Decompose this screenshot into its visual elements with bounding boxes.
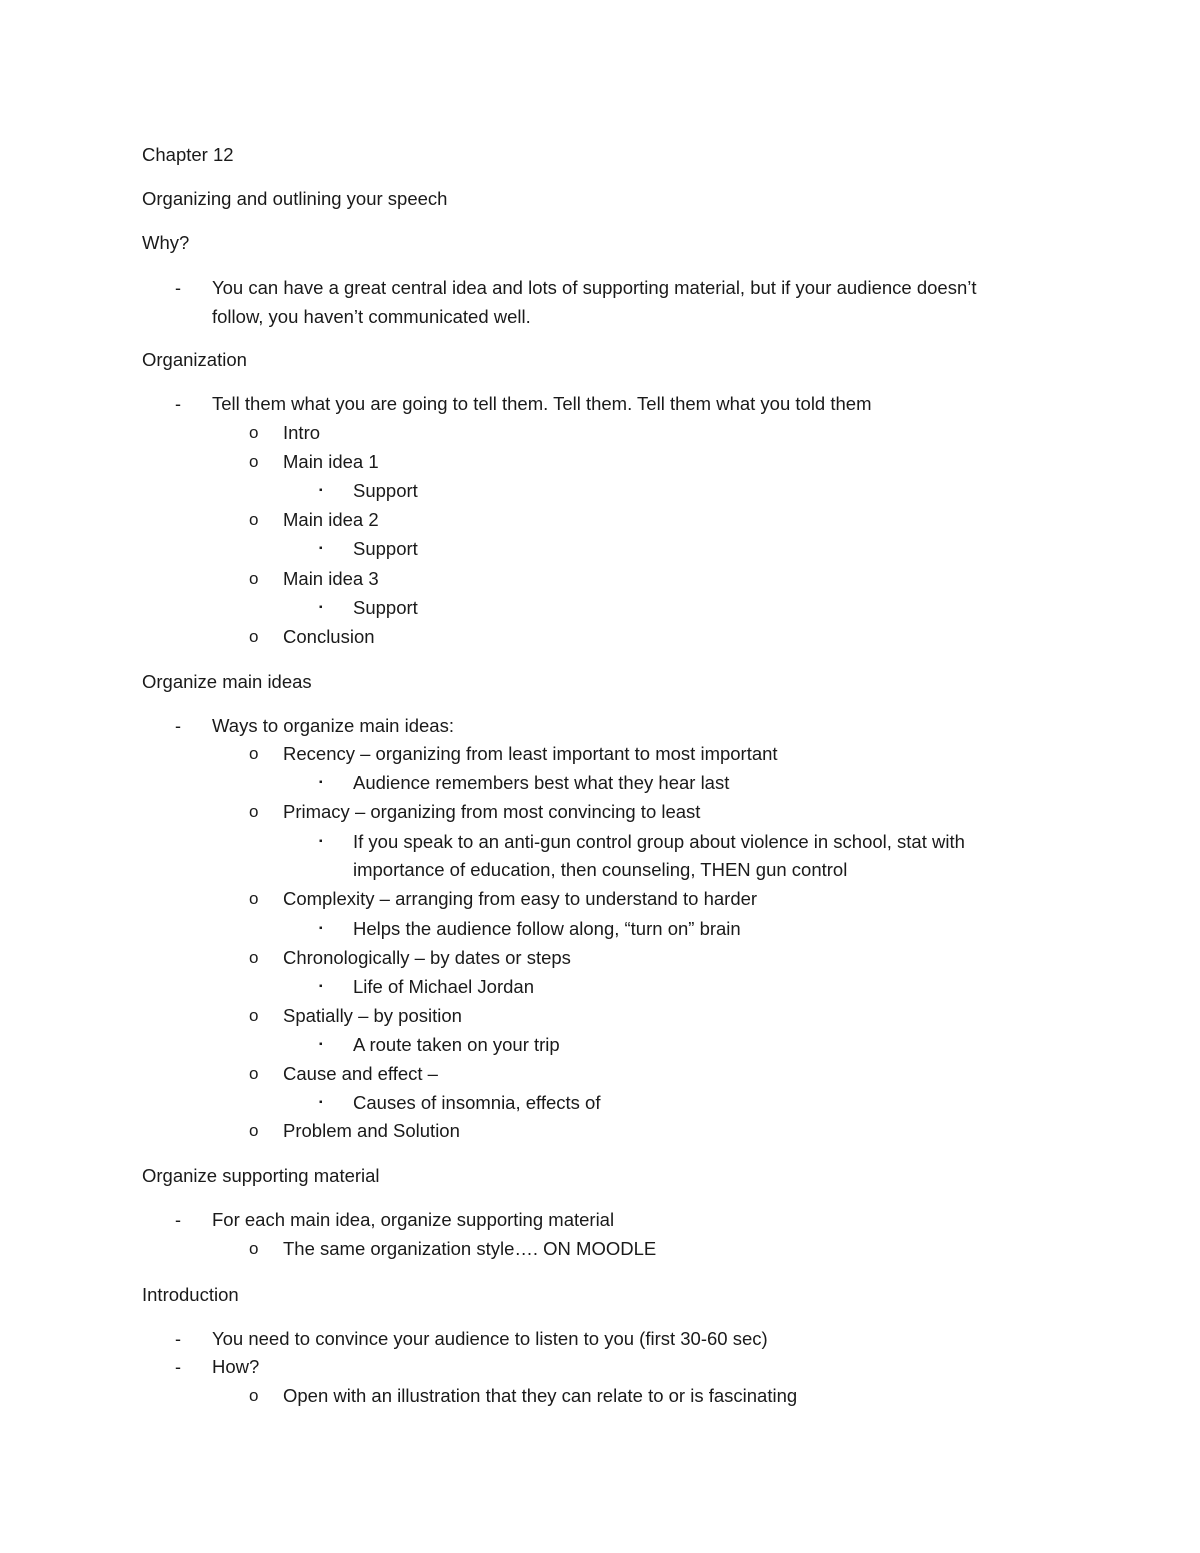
list-item-level-2: Cause and effect –: [283, 1063, 438, 1084]
bullet-marker-level-1: -: [175, 1357, 181, 1377]
bullet-marker-level-3: ▪: [319, 981, 323, 992]
list-item-level-3: A route taken on your trip: [353, 1034, 560, 1055]
bullet-marker-level-2: o: [249, 889, 259, 908]
list-item-level-3: Life of Michael Jordan: [353, 976, 534, 997]
list-item-level-1: For each main idea, organize supporting material: [212, 1209, 615, 1230]
bullet-marker-level-2: o: [249, 1239, 259, 1258]
bullet-marker-level-2: o: [249, 802, 259, 821]
list-item-level-2: Main idea 3: [283, 568, 379, 589]
list-item-level-3: Support: [353, 597, 418, 618]
list-item-level-2: Conclusion: [283, 626, 375, 647]
bullet-marker-level-3: ▪: [319, 485, 323, 496]
bullet-marker-level-3: ▪: [319, 1097, 323, 1108]
list-item-level-3: Support: [353, 538, 418, 559]
list-item-level-2: Recency – organizing from least important to most important: [283, 743, 778, 764]
bullet-marker-level-2: o: [249, 948, 259, 967]
section-heading: Introduction: [142, 1284, 239, 1305]
section-heading: Organize supporting material: [142, 1165, 380, 1186]
section-heading: Why?: [142, 232, 190, 253]
bullet-marker-level-2: o: [249, 627, 259, 646]
bullet-marker-level-2: o: [249, 423, 259, 442]
list-item-level-3: If you speak to an anti-gun control group about violence in school, stat with: [353, 831, 965, 852]
bullet-marker-level-3: ▪: [319, 1039, 323, 1050]
bullet-marker-level-1: -: [175, 278, 181, 298]
list-item-level-3: Helps the audience follow along, “turn on” brain: [353, 918, 741, 939]
list-item-level-2: Primacy – organizing from most convincing to least: [283, 801, 701, 822]
list-item-level-2: The same organization style…. ON MOODLE: [283, 1238, 657, 1259]
bullet-marker-level-1: -: [175, 716, 181, 736]
list-item-level-2: Open with an illustration that they can relate to or is fascinating: [283, 1385, 798, 1406]
list-item-level-1: How?: [212, 1356, 260, 1377]
list-item-level-2: Chronologically – by dates or steps: [283, 947, 571, 968]
list-item-level-2: Complexity – arranging from easy to understand to harder: [283, 888, 758, 909]
list-item-level-1: Ways to organize main ideas:: [212, 715, 454, 736]
list-item-level-2: Problem and Solution: [283, 1120, 460, 1141]
bullet-marker-level-1: -: [175, 394, 181, 414]
bullet-marker-level-1: -: [175, 1210, 181, 1230]
bullet-marker-level-3: ▪: [319, 543, 323, 554]
list-item-level-2: Main idea 2: [283, 509, 379, 530]
list-item-level-1: You can have a great central idea and lots of supporting material, but if your audience doesn’t: [212, 277, 977, 298]
list-item-level-3: Causes of insomnia, effects of: [353, 1092, 601, 1113]
list-item-level-3: Support: [353, 480, 418, 501]
bullet-marker-level-3: ▪: [319, 777, 323, 788]
list-item-continuation-level-1: follow, you haven’t communicated well.: [212, 306, 531, 327]
list-item-level-1: Tell them what you are going to tell them. Tell them. Tell them what you told them: [212, 393, 872, 414]
list-item-level-2: Spatially – by position: [283, 1005, 462, 1026]
section-heading: Organize main ideas: [142, 671, 312, 692]
list-item-level-2: Intro: [283, 422, 321, 443]
bullet-marker-level-1: -: [175, 1329, 181, 1349]
list-item-level-1: You need to convince your audience to listen to you (first 30-60 sec): [212, 1328, 768, 1349]
bullet-marker-level-2: o: [249, 452, 259, 471]
bullet-marker-level-2: o: [249, 510, 259, 529]
bullet-marker-level-3: ▪: [319, 602, 323, 613]
bullet-marker-level-3: ▪: [319, 923, 323, 934]
bullet-marker-level-2: o: [249, 744, 259, 763]
bullet-marker-level-2: o: [249, 1121, 259, 1140]
bullet-marker-level-2: o: [249, 1006, 259, 1025]
list-item-continuation-level-3: importance of education, then counseling, THEN gun control: [353, 859, 848, 880]
bullet-marker-level-2: o: [249, 1064, 259, 1083]
list-item-level-2: Main idea 1: [283, 451, 379, 472]
bullet-marker-level-2: o: [249, 569, 259, 588]
section-heading: Chapter 12: [142, 144, 234, 165]
bullet-marker-level-3: ▪: [319, 836, 323, 847]
section-heading: Organization: [142, 349, 247, 370]
list-item-level-3: Audience remembers best what they hear last: [353, 772, 730, 793]
section-heading: Organizing and outlining your speech: [142, 188, 448, 209]
bullet-marker-level-2: o: [249, 1386, 259, 1405]
